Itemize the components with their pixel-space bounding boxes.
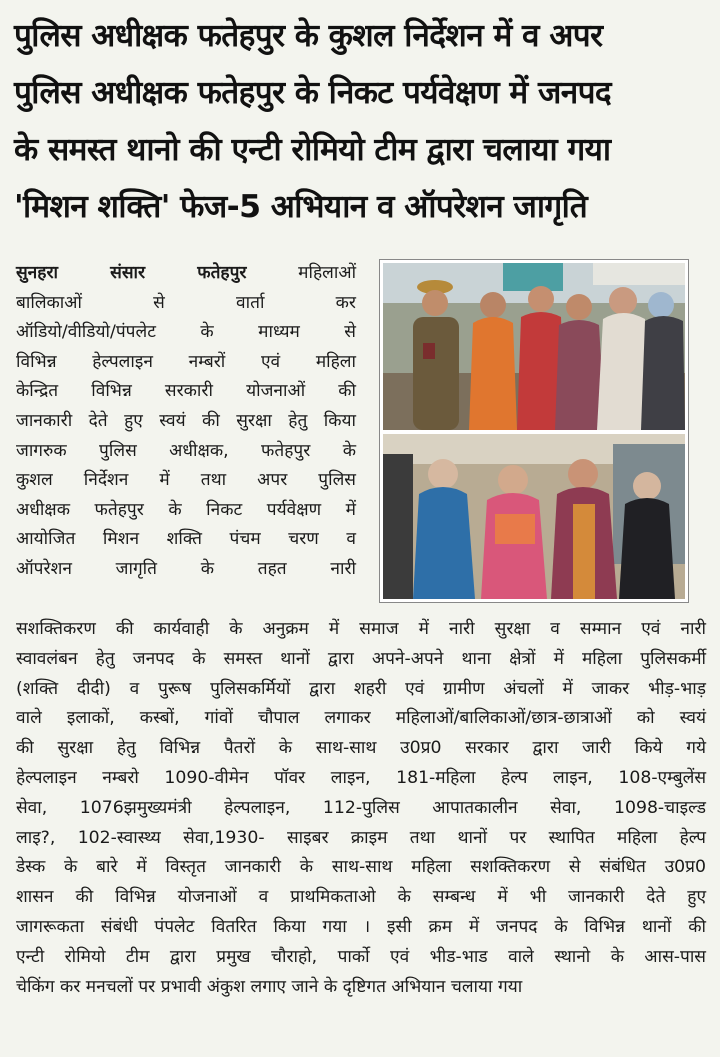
headline (14, 8, 708, 236)
headline-line-3: के समस्त थानो की एन्टी रोमियो टीम द्वारा चलाया गया (14, 132, 611, 168)
headline-line-2: पुलिस अधीक्षक फतेहपुर के निकट पर्यवेक्षण में जनपद (14, 75, 612, 111)
article-byline: सुनहरा संसार फतेहपुर (16, 263, 247, 283)
article-column-line: केन्द्रित विभिन्न सरकारी योजनाओं की (16, 381, 356, 402)
article-body-line: शासन की विभिन्न योजनाओं व प्राथमिकताओ के सम्बन्ध में भी जानकारी देते हुए (16, 887, 706, 908)
article-line-1 (16, 259, 356, 289)
article-body-line: सशक्तिकरण की कार्यवाही के अनुक्रम में समाज में नारी सुरक्षा व सम्मान एवं नारी (16, 619, 706, 639)
headline-line-4: 'मिशन शक्ति' फेज-5 अभियान व ऑपरेशन जागृति (14, 189, 588, 225)
article-column-line: जागरुक पुलिस अधीक्षक, फतेहपुर के (16, 440, 356, 461)
article-column-line: महिलाओं (298, 263, 356, 283)
article-body-line: की सुरक्षा हेतु विभिन्न पैतरों के साथ-साथ उ0प्र0 सरकार द्वारा जारी किये गये (16, 738, 706, 759)
photo-women-group (383, 434, 685, 599)
article-column-line: बालिकाओं से वार्ता कर (16, 292, 356, 313)
article-body-line: (शक्ति दीदी) व पुरूष पुलिसकर्मियों द्वारा शहरी एवं ग्रामीण अंचलों में जाकर भीड़-भाड़ (16, 678, 706, 699)
article-column-line: विभिन्न हेल्पलाइन नम्बरों एवं महिला (16, 351, 356, 372)
photo-police-with-women (383, 263, 685, 430)
article-body-line: लाइ?, 102-स्वास्थ्य सेवा,1930- साइबर क्राइम तथा थानों पर स्थापित महिला हेल्प (16, 827, 706, 848)
article-column-line: कुशल निर्देशन में तथा अपर पुलिस (16, 470, 356, 491)
article-body-line: एन्टी रोमियो टीम द्वारा प्रमुख चौराहो, पार्को एवं भीड-भाड वाले स्थानो के आस-पास (16, 946, 706, 967)
article-column-text (16, 259, 356, 585)
article-body-line: हेल्पलाइन नम्बरो 1090-वीमेन पॉवर लाइन, 181-महिला हेल्प लाइन, 108-एम्बुलेंस (16, 767, 706, 788)
article-body-line: सेवा, 1076झमुख्यमंत्री हेल्पलाइन, 112-पुलिस आपातकालीन सेवा, 1098-चाइल्ड (16, 797, 706, 818)
article-column-line: अधीक्षक फतेहपुर के निकट पर्यवेक्षण में (16, 499, 356, 520)
article-column-line: ऑडियो/वीडियो/पंपलेट के माध्यम से (16, 322, 356, 343)
article-body-line: डेस्क के बारे में विस्तृत जानकारी के साथ-साथ महिला सशक्तिकरण से संबंधित उ0प्र0 (16, 857, 706, 878)
article-body-line: जागरूकता संबंधी पंपलेट वितरित किया गया । इसी क्रम में जनपद के विभिन्न थानों की (16, 916, 706, 937)
article-body-line: चेकिंग कर मनचलों पर प्रभावी अंकुश लगाए जाने के दृष्टिगत अभियान चलाया गया (16, 976, 523, 997)
article-column-line: ऑपरेशन जागृति के तहत नारी (16, 558, 356, 579)
article-column-line: आयोजित मिशन शक्ति पंचम चरण व (16, 529, 356, 550)
article-photo-frame (379, 259, 689, 603)
article-body-line: वाले इलाकों, कस्बों, गांवों चौपाल लगाकर महिलाओं/बालिकाओं/छात्र-छात्राओं को स्वयं (16, 708, 706, 729)
headline-line-1: पुलिस अधीक्षक फतेहपुर के कुशल निर्देशन में व अपर (14, 18, 603, 54)
article-column-line: जानकारी देते हुए स्वयं की सुरक्षा हेतु किया (16, 410, 356, 431)
article-body-text (16, 615, 706, 1002)
article-body-line: स्वावलंबन हेतु जनपद के समस्त थानों द्वारा अपने-अपने थाना क्षेत्रों में महिला पुलिसकर्मी (16, 648, 706, 669)
